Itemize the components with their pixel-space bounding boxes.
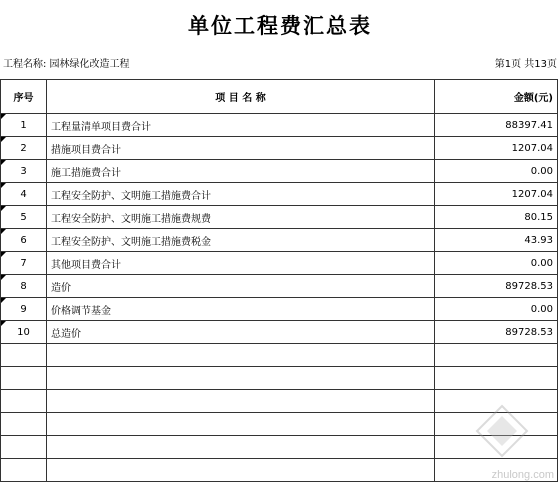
row-amount: 89728.53 — [435, 321, 558, 344]
empty-cell — [47, 390, 435, 413]
empty-cell — [1, 436, 47, 459]
row-number-text: 3 — [20, 165, 27, 177]
empty-cell — [435, 344, 558, 367]
table-row — [1, 321, 558, 344]
row-item-name: 措施项目费合计 — [47, 137, 435, 160]
watermark-text: zhulong.com — [491, 469, 554, 481]
cell-marker-icon — [1, 298, 6, 303]
row-number-text: 1 — [20, 119, 27, 131]
table-row — [1, 160, 558, 183]
row-amount: 88397.41 — [435, 114, 558, 137]
table-header-row — [1, 80, 558, 114]
row-number — [1, 137, 47, 160]
empty-row — [1, 367, 558, 390]
table-row — [1, 275, 558, 298]
table-row — [1, 183, 558, 206]
row-number — [1, 252, 47, 275]
empty-cell — [1, 344, 47, 367]
empty-cell — [47, 413, 435, 436]
row-item-name: 工程安全防护、文明施工措施费税金 — [47, 229, 435, 252]
row-number-text: 4 — [20, 188, 27, 200]
cell-marker-icon — [1, 321, 6, 326]
row-number-text: 6 — [20, 234, 27, 246]
row-number-text: 8 — [20, 280, 27, 292]
row-amount: 1207.04 — [435, 183, 558, 206]
row-item-name: 造价 — [47, 275, 435, 298]
table-row — [1, 114, 558, 137]
empty-cell — [1, 459, 47, 482]
page-title: 单位工程费汇总表 — [188, 13, 372, 38]
watermark-logo — [472, 401, 532, 461]
row-amount: 0.00 — [435, 298, 558, 321]
row-amount: 1207.04 — [435, 137, 558, 160]
empty-cell — [47, 344, 435, 367]
empty-row — [1, 344, 558, 367]
page-indicator: 第1页 共13页 — [494, 59, 557, 70]
empty-cell — [1, 413, 47, 436]
table-row — [1, 252, 558, 275]
table-row — [1, 298, 558, 321]
row-item-name: 其他项目费合计 — [47, 252, 435, 275]
row-amount: 89728.53 — [435, 275, 558, 298]
empty-row — [1, 459, 558, 482]
row-amount: 80.15 — [435, 206, 558, 229]
empty-cell — [435, 367, 558, 390]
table-row — [1, 137, 558, 160]
cell-marker-icon — [1, 137, 6, 142]
row-number — [1, 183, 47, 206]
cell-marker-icon — [1, 252, 6, 257]
row-amount: 0.00 — [435, 160, 558, 183]
row-number — [1, 321, 47, 344]
project-name: 工程名称: 园林绿化改造工程 — [3, 59, 130, 70]
row-number — [1, 298, 47, 321]
row-number — [1, 206, 47, 229]
row-number-text: 2 — [20, 142, 27, 154]
row-item-name: 施工措施费合计 — [47, 160, 435, 183]
header-amount: 金额(元) — [435, 80, 558, 114]
table-row — [1, 206, 558, 229]
row-number-text: 9 — [20, 303, 27, 315]
row-number — [1, 275, 47, 298]
cell-marker-icon — [1, 206, 6, 211]
row-number — [1, 229, 47, 252]
empty-cell — [1, 390, 47, 413]
cell-marker-icon — [1, 160, 6, 165]
cell-marker-icon — [1, 275, 6, 280]
row-item-name: 工程量清单项目费合计 — [47, 114, 435, 137]
row-number-text: 10 — [17, 326, 30, 338]
row-number — [1, 114, 47, 137]
cell-marker-icon — [1, 114, 6, 119]
row-number — [1, 160, 47, 183]
empty-cell — [47, 367, 435, 390]
empty-cell — [1, 367, 47, 390]
empty-cell — [47, 436, 435, 459]
row-number-text: 7 — [20, 257, 27, 269]
cell-marker-icon — [1, 183, 6, 188]
header-item: 项 目 名 称 — [47, 80, 435, 114]
row-amount: 0.00 — [435, 252, 558, 275]
row-item-name: 工程安全防护、文明施工措施费合计 — [47, 183, 435, 206]
table-row — [1, 229, 558, 252]
row-number-text: 5 — [20, 211, 27, 223]
header-seq: 序号 — [1, 80, 47, 114]
cell-marker-icon — [1, 229, 6, 234]
row-item-name: 价格调节基金 — [47, 298, 435, 321]
row-item-name: 总造价 — [47, 321, 435, 344]
empty-cell — [47, 459, 435, 482]
row-item-name: 工程安全防护、文明施工措施费规费 — [47, 206, 435, 229]
row-amount: 43.93 — [435, 229, 558, 252]
